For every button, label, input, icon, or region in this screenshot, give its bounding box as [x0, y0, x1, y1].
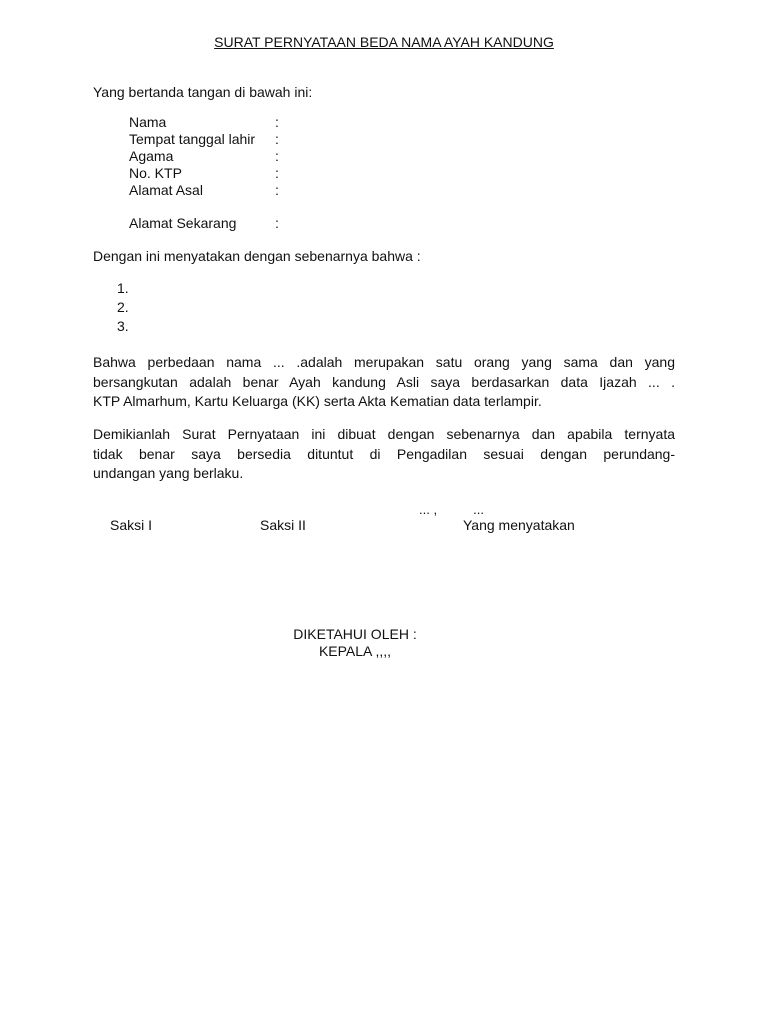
field-colon: : [275, 182, 279, 198]
paragraph-line: tidak benar saya bersedia dituntut di Pengadilan sesuai dengan perundang- [93, 445, 675, 462]
field-colon: : [275, 165, 279, 181]
field-colon: : [275, 114, 279, 130]
field-alamat-asal [129, 182, 279, 199]
paragraph-line: bersangkutan adalah benar Ayah kandung Asli saya berdasarkan data Ijazah ... . [93, 373, 675, 390]
declarant-label: Yang menyatakan [463, 517, 575, 533]
field-label: Tempat tanggal lahir [129, 131, 256, 147]
field-colon: : [275, 148, 279, 164]
paragraph-closing [93, 425, 675, 484]
list-item: 3. [117, 318, 129, 334]
field-label: Nama [129, 114, 167, 130]
field-colon: : [275, 215, 279, 231]
field-colon: : [275, 131, 279, 147]
field-label: No. KTP [129, 165, 182, 181]
document-title: SURAT PERNYATAAN BEDA NAMA AYAH KANDUNG [214, 34, 554, 50]
witness-2-label: Saksi II [260, 517, 306, 533]
intro-text: Yang bertanda tangan di bawah ini: [93, 84, 313, 100]
paragraph-line: undangan yang berlaku. [93, 465, 244, 481]
statement-text: Dengan ini menyatakan dengan sebenarnya bahwa : [93, 248, 421, 264]
paragraph-explanation [93, 353, 675, 412]
field-label: Alamat Asal [129, 182, 203, 198]
witness-1-label: Saksi I [110, 517, 153, 533]
paragraph-line: Demikianlah Surat Pernyataan ini dibuat dengan sebenarnya dan apabila ternyata [93, 426, 675, 442]
place-date: ... , ... [419, 502, 485, 517]
field-agama [129, 148, 279, 165]
field-label: Agama [129, 148, 174, 164]
list-item: 1. [117, 280, 129, 296]
head-label: KEPALA ,,,, [318, 643, 392, 659]
acknowledged-by-label: DIKETAHUI OLEH : [293, 626, 417, 642]
field-tempat-tanggal-lahir [129, 131, 279, 148]
list-item: 2. [117, 299, 129, 315]
paragraph-line: KTP Almarhum, Kartu Keluarga (KK) serta Akta Kematian data terlampir. [93, 393, 542, 409]
field-no-ktp [129, 165, 279, 182]
paragraph-line: Bahwa perbedaan nama ... .adalah merupakan satu orang yang sama dan yang [93, 354, 675, 370]
field-nama [129, 114, 279, 131]
field-alamat-sekarang [129, 215, 279, 232]
field-label: Alamat Sekarang [129, 215, 237, 231]
